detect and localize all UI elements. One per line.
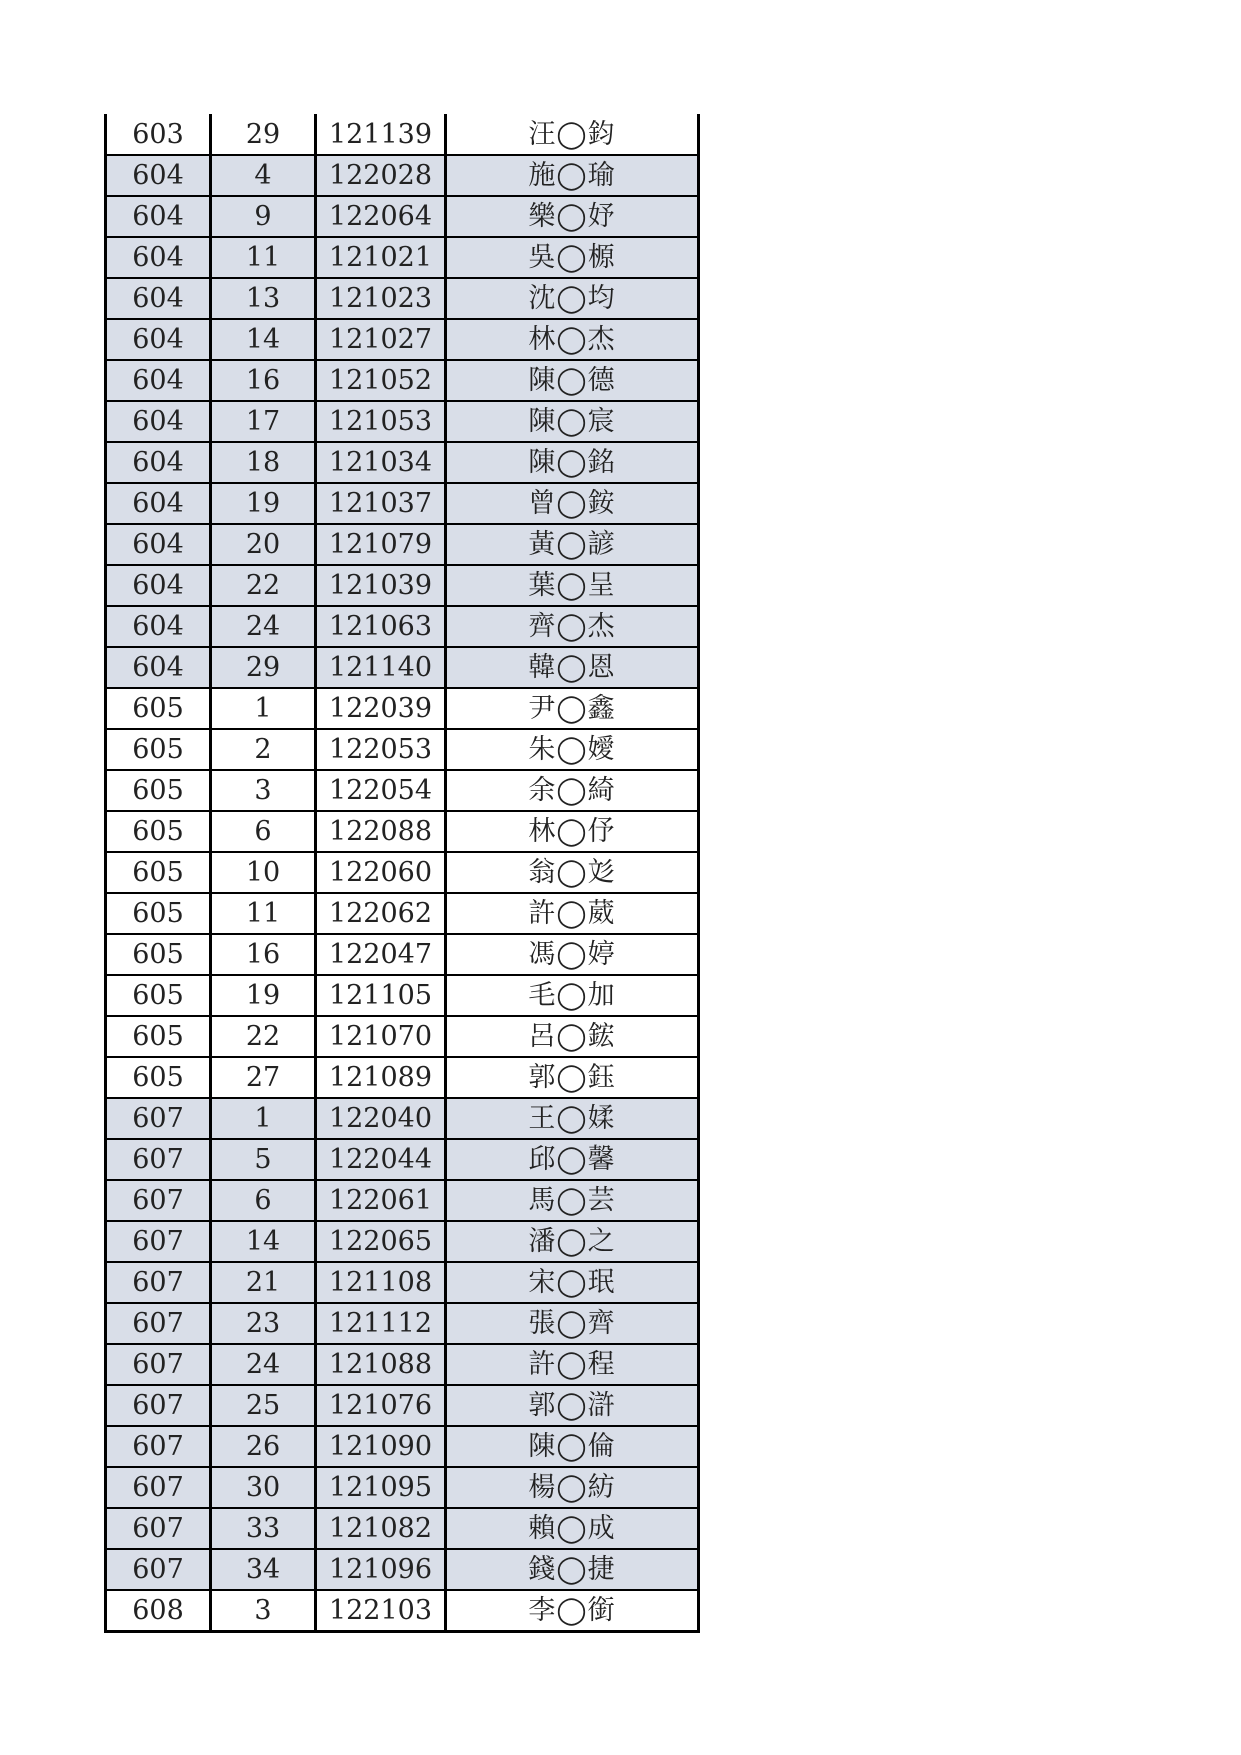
student-id-cell: 122028 (316, 155, 446, 196)
class-cell: 604 (106, 155, 211, 196)
table-row (106, 1467, 699, 1508)
seat-number-cell: 11 (211, 237, 316, 278)
table-row (106, 770, 699, 811)
table-row (106, 1180, 699, 1221)
student-name-cell: 錢◯捷 (446, 1549, 699, 1590)
seat-number-cell: 19 (211, 483, 316, 524)
seat-number-cell: 6 (211, 1180, 316, 1221)
student-list-table (104, 114, 700, 1633)
table-row (106, 1549, 699, 1590)
class-cell: 605 (106, 893, 211, 934)
student-id-cell: 121140 (316, 647, 446, 688)
student-name-cell: 許◯程 (446, 1344, 699, 1385)
student-name-cell: 林◯杰 (446, 319, 699, 360)
student-name-cell: 吳◯榞 (446, 237, 699, 278)
class-cell: 607 (106, 1508, 211, 1549)
student-id-cell: 122064 (316, 196, 446, 237)
student-name-cell: 馬◯芸 (446, 1180, 699, 1221)
student-id-cell: 121082 (316, 1508, 446, 1549)
table-row (106, 606, 699, 647)
student-id-cell: 121112 (316, 1303, 446, 1344)
table-row (106, 483, 699, 524)
class-cell: 605 (106, 770, 211, 811)
student-name-cell: 楊◯紡 (446, 1467, 699, 1508)
student-id-cell: 122044 (316, 1139, 446, 1180)
class-cell: 604 (106, 647, 211, 688)
table-row (106, 1590, 699, 1631)
class-cell: 604 (106, 278, 211, 319)
seat-number-cell: 25 (211, 1385, 316, 1426)
student-name-cell: 葉◯呈 (446, 565, 699, 606)
table-row (106, 1016, 699, 1057)
student-id-cell: 121079 (316, 524, 446, 565)
class-cell: 607 (106, 1467, 211, 1508)
table-row (106, 1262, 699, 1303)
seat-number-cell: 21 (211, 1262, 316, 1303)
student-name-cell: 陳◯宸 (446, 401, 699, 442)
seat-number-cell: 3 (211, 770, 316, 811)
student-name-cell: 黃◯諺 (446, 524, 699, 565)
student-name-cell: 翁◯彣 (446, 852, 699, 893)
student-id-cell: 121139 (316, 114, 446, 155)
student-name-cell: 陳◯倫 (446, 1426, 699, 1467)
student-id-cell: 122062 (316, 893, 446, 934)
student-id-cell: 121021 (316, 237, 446, 278)
table-row (106, 1098, 699, 1139)
class-cell: 605 (106, 1057, 211, 1098)
class-cell: 604 (106, 606, 211, 647)
student-id-cell: 121034 (316, 442, 446, 483)
class-cell: 605 (106, 688, 211, 729)
class-cell: 607 (106, 1344, 211, 1385)
seat-number-cell: 29 (211, 114, 316, 155)
seat-number-cell: 23 (211, 1303, 316, 1344)
table-row (106, 975, 699, 1016)
table-row (106, 114, 699, 155)
seat-number-cell: 11 (211, 893, 316, 934)
seat-number-cell: 3 (211, 1590, 316, 1631)
student-name-cell: 沈◯均 (446, 278, 699, 319)
student-name-cell: 汪◯鈞 (446, 114, 699, 155)
student-name-cell: 許◯葳 (446, 893, 699, 934)
class-cell: 604 (106, 524, 211, 565)
table-row (106, 1057, 699, 1098)
student-name-cell: 呂◯鋐 (446, 1016, 699, 1057)
student-id-cell: 122060 (316, 852, 446, 893)
seat-number-cell: 1 (211, 688, 316, 729)
student-name-cell: 施◯瑜 (446, 155, 699, 196)
student-id-cell: 121089 (316, 1057, 446, 1098)
student-id-cell: 121053 (316, 401, 446, 442)
seat-number-cell: 2 (211, 729, 316, 770)
seat-number-cell: 17 (211, 401, 316, 442)
class-cell: 607 (106, 1180, 211, 1221)
class-cell: 608 (106, 1590, 211, 1631)
table-row (106, 811, 699, 852)
student-name-cell: 余◯綺 (446, 770, 699, 811)
class-cell: 603 (106, 114, 211, 155)
student-id-cell: 122065 (316, 1221, 446, 1262)
student-id-cell: 122088 (316, 811, 446, 852)
class-cell: 604 (106, 360, 211, 401)
seat-number-cell: 29 (211, 647, 316, 688)
class-cell: 604 (106, 565, 211, 606)
student-name-cell: 潘◯之 (446, 1221, 699, 1262)
student-id-cell: 121105 (316, 975, 446, 1016)
seat-number-cell: 5 (211, 1139, 316, 1180)
seat-number-cell: 14 (211, 1221, 316, 1262)
table-row (106, 565, 699, 606)
table-row (106, 278, 699, 319)
seat-number-cell: 20 (211, 524, 316, 565)
table-row (106, 196, 699, 237)
student-id-cell: 121108 (316, 1262, 446, 1303)
class-cell: 605 (106, 729, 211, 770)
class-cell: 605 (106, 934, 211, 975)
seat-number-cell: 14 (211, 319, 316, 360)
table-row (106, 1344, 699, 1385)
student-id-cell: 122039 (316, 688, 446, 729)
seat-number-cell: 4 (211, 155, 316, 196)
student-name-cell: 林◯伃 (446, 811, 699, 852)
student-id-cell: 121039 (316, 565, 446, 606)
student-id-cell: 121070 (316, 1016, 446, 1057)
table-row (106, 1426, 699, 1467)
seat-number-cell: 18 (211, 442, 316, 483)
seat-number-cell: 30 (211, 1467, 316, 1508)
seat-number-cell: 13 (211, 278, 316, 319)
table-row (106, 524, 699, 565)
class-cell: 604 (106, 442, 211, 483)
class-cell: 604 (106, 483, 211, 524)
student-id-cell: 121096 (316, 1549, 446, 1590)
seat-number-cell: 22 (211, 565, 316, 606)
seat-number-cell: 19 (211, 975, 316, 1016)
table-row (106, 360, 699, 401)
seat-number-cell: 24 (211, 606, 316, 647)
class-cell: 605 (106, 811, 211, 852)
seat-number-cell: 34 (211, 1549, 316, 1590)
student-id-cell: 121037 (316, 483, 446, 524)
student-id-cell: 121076 (316, 1385, 446, 1426)
student-id-cell: 122103 (316, 1590, 446, 1631)
seat-number-cell: 16 (211, 934, 316, 975)
student-name-cell: 王◯媃 (446, 1098, 699, 1139)
student-name-cell: 樂◯妤 (446, 196, 699, 237)
table-row (106, 688, 699, 729)
class-cell: 607 (106, 1426, 211, 1467)
student-name-cell: 尹◯鑫 (446, 688, 699, 729)
student-id-cell: 122054 (316, 770, 446, 811)
student-name-cell: 毛◯加 (446, 975, 699, 1016)
class-cell: 607 (106, 1221, 211, 1262)
class-cell: 607 (106, 1303, 211, 1344)
student-name-cell: 朱◯嬡 (446, 729, 699, 770)
seat-number-cell: 10 (211, 852, 316, 893)
class-cell: 607 (106, 1549, 211, 1590)
student-id-cell: 121090 (316, 1426, 446, 1467)
seat-number-cell: 1 (211, 1098, 316, 1139)
table-row (106, 237, 699, 278)
class-cell: 607 (106, 1098, 211, 1139)
student-name-cell: 韓◯恩 (446, 647, 699, 688)
seat-number-cell: 26 (211, 1426, 316, 1467)
table-row (106, 893, 699, 934)
student-list-body (106, 114, 699, 1631)
student-id-cell: 121095 (316, 1467, 446, 1508)
student-name-cell: 賴◯成 (446, 1508, 699, 1549)
class-cell: 607 (106, 1262, 211, 1303)
student-name-cell: 張◯齊 (446, 1303, 699, 1344)
table-row (106, 319, 699, 360)
table-row (106, 1221, 699, 1262)
class-cell: 605 (106, 852, 211, 893)
student-id-cell: 121027 (316, 319, 446, 360)
student-id-cell: 122040 (316, 1098, 446, 1139)
class-cell: 604 (106, 196, 211, 237)
table-row (106, 729, 699, 770)
table-row (106, 1385, 699, 1426)
class-cell: 604 (106, 319, 211, 360)
student-name-cell: 馮◯婷 (446, 934, 699, 975)
class-cell: 605 (106, 1016, 211, 1057)
student-id-cell: 121063 (316, 606, 446, 647)
student-name-cell: 曾◯銨 (446, 483, 699, 524)
class-cell: 605 (106, 975, 211, 1016)
class-cell: 607 (106, 1139, 211, 1180)
student-name-cell: 陳◯德 (446, 360, 699, 401)
seat-number-cell: 22 (211, 1016, 316, 1057)
student-id-cell: 122047 (316, 934, 446, 975)
seat-number-cell: 24 (211, 1344, 316, 1385)
student-name-cell: 陳◯銘 (446, 442, 699, 483)
student-name-cell: 郭◯鈺 (446, 1057, 699, 1098)
table-row (106, 1303, 699, 1344)
table-row (106, 155, 699, 196)
table-row (106, 647, 699, 688)
seat-number-cell: 27 (211, 1057, 316, 1098)
seat-number-cell: 16 (211, 360, 316, 401)
seat-number-cell: 33 (211, 1508, 316, 1549)
seat-number-cell: 6 (211, 811, 316, 852)
student-id-cell: 121023 (316, 278, 446, 319)
class-cell: 604 (106, 401, 211, 442)
student-name-cell: 宋◯珉 (446, 1262, 699, 1303)
student-name-cell: 李◯銜 (446, 1590, 699, 1631)
student-id-cell: 121052 (316, 360, 446, 401)
student-name-cell: 郭◯滸 (446, 1385, 699, 1426)
student-id-cell: 121088 (316, 1344, 446, 1385)
student-name-cell: 齊◯杰 (446, 606, 699, 647)
seat-number-cell: 9 (211, 196, 316, 237)
class-cell: 604 (106, 237, 211, 278)
student-id-cell: 122061 (316, 1180, 446, 1221)
table-row (106, 1508, 699, 1549)
table-row (106, 934, 699, 975)
student-id-cell: 122053 (316, 729, 446, 770)
student-name-cell: 邱◯馨 (446, 1139, 699, 1180)
table-row (106, 401, 699, 442)
class-cell: 607 (106, 1385, 211, 1426)
table-row (106, 442, 699, 483)
table-row (106, 852, 699, 893)
table-row (106, 1139, 699, 1180)
